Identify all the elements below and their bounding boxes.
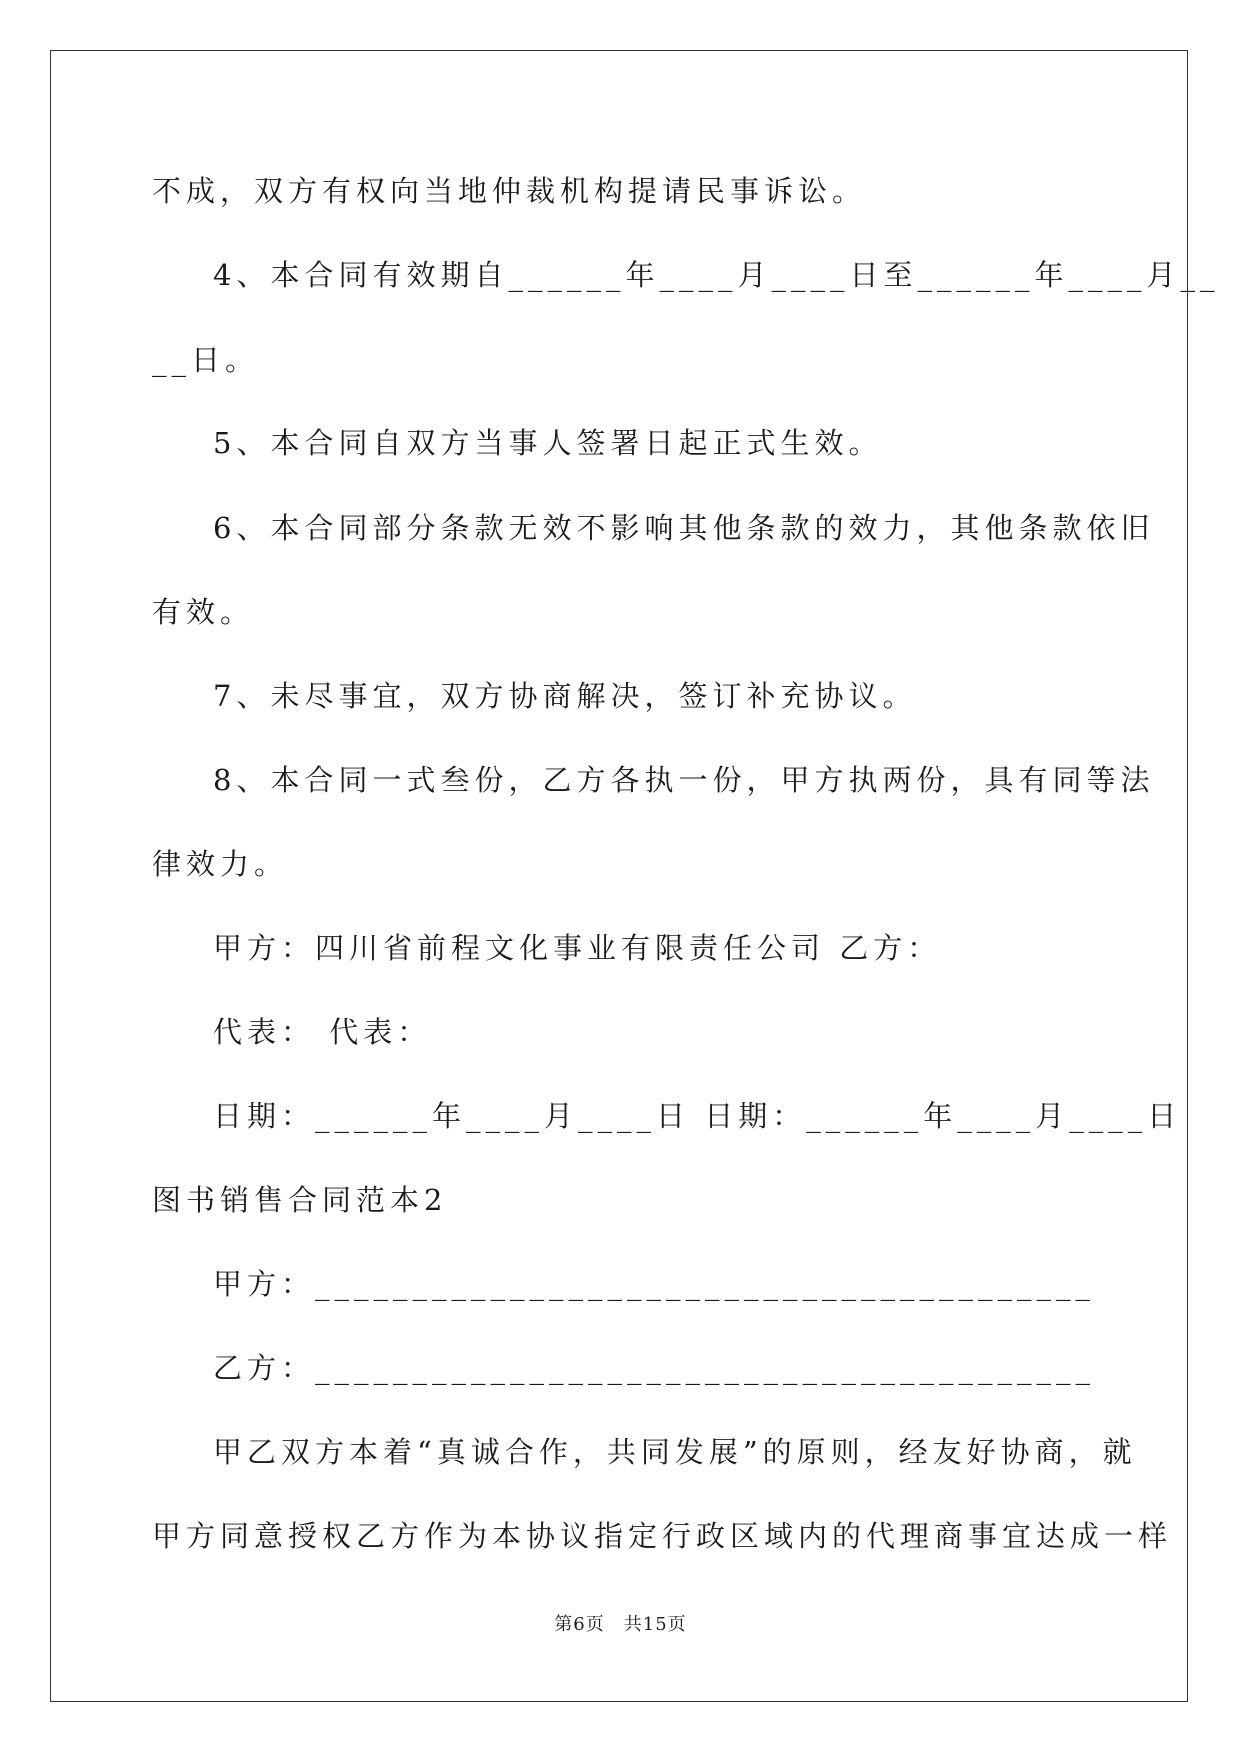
representative-line: 代表： 代表：	[213, 1015, 432, 1049]
page-number: 第6页 共15页	[554, 1614, 687, 1635]
party-b-line: 乙方：________________________________________	[213, 1351, 1096, 1385]
date-line: 日期：______年____月____日 日期：______年____月____日	[213, 1099, 1182, 1133]
preamble-line-2: 甲方同意授权乙方作为本协议指定行政区域内的代理商事宜达成一样	[152, 1519, 1173, 1553]
party-line: 甲方：四川省前程文化事业有限责任公司 乙方：	[213, 931, 942, 965]
text-line-1: 不成，双方有权向当地仲裁机构提请民事诉讼。	[152, 174, 867, 208]
clause-4-line-1: 4、本合同有效期自______年____月____日至______年____月__	[213, 258, 1220, 292]
clause-6-line-2: 有效。	[152, 595, 255, 629]
clause-7: 7、未尽事宜，双方协商解决，签订补充协议。	[213, 679, 917, 713]
clause-4-line-2: __日。	[152, 343, 260, 377]
clause-8-line-2: 律效力。	[152, 847, 289, 881]
section-heading: 图书销售合同范本2	[152, 1183, 448, 1217]
clause-5: 5、本合同自双方当事人签署日起正式生效。	[213, 426, 883, 460]
clause-6-line-1: 6、本合同部分条款无效不影响其他条款的效力，其他条款依旧	[213, 511, 1155, 545]
party-a-line: 甲方：________________________________________	[213, 1267, 1096, 1301]
preamble-line-1: 甲乙双方本着“真诚合作，共同发展”的原则，经友好协商，就	[213, 1435, 1137, 1469]
clause-8-line-1: 8、本合同一式叁份，乙方各执一份，甲方执两份，具有同等法	[213, 763, 1155, 797]
